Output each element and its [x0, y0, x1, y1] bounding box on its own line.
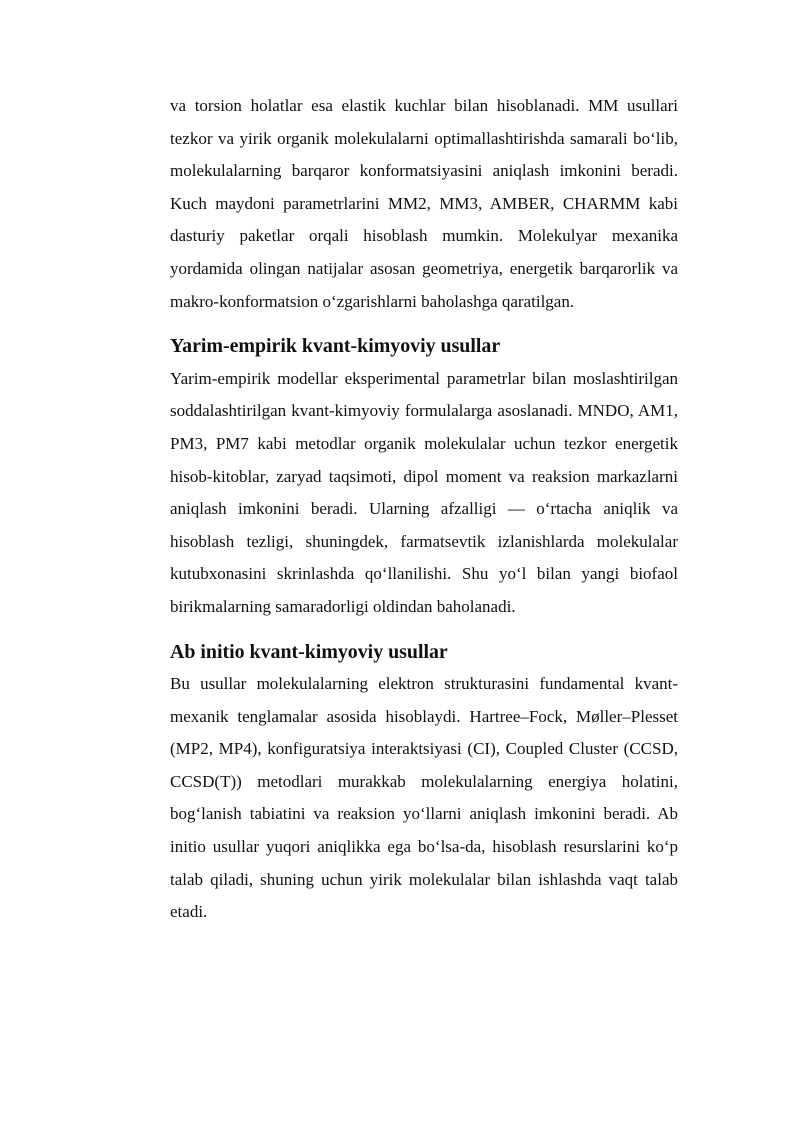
paragraph-mm-methods: va torsion holatlar esa elastik kuchlar bilan hisoblanadi. MM usullari tezkor va yirik organik molekulalarni optimallashtirishda samarali bo‘lib, molekulalarning barqaror konformatsiyasini aniqlash imkonini beradi. Kuch maydoni parametrlarini MM2, MM3, AMBER, CHARMM kabi dasturiy paketlar orqali hisoblash mumkin. Molekulyar mexanika yordamida olingan natijalar asosan geometriya, energetik barqarorlik va makro-konformatsion o‘zgarishlarni baholashga qaratilgan. — [170, 96, 678, 311]
paragraph-ab-initio: Bu usullar molekulalarning elektron strukturasini fundamental kvant-mexanik tenglamalar asosida hisoblaydi. Hartree–Fock, Møller–Plesset (MP2, MP4), konfiguratsiya interaktsiyasi (CI), Coupled Cluster (CCSD, CCSD(T)) metodlari murakkab molekulalarning energiya holatini, bog‘lanish tabiatini va reaksion yo‘llarni aniqlash imkonini beradi. Ab initio usullar yuqori aniqlikka ega bo‘lsa-da, hisoblash resurslarini ko‘p talab qiladi, shuning uchun yirik molekulalar bilan ishlashda vaqt talab etadi. — [170, 674, 678, 922]
heading-semi-empirical: Yarim-empirik kvant-kimyoviy usullar — [170, 335, 501, 358]
heading-ab-initio: Ab initio kvant-kimyoviy usullar — [170, 640, 448, 663]
document-page — [170, 90, 678, 929]
paragraph-semi-empirical: Yarim-empirik modellar eksperimental parametrlar bilan moslashtirilgan soddalashtirilgan kvant-kimyoviy formulalarga asoslanadi. MNDO, AM1, PM3, PM7 kabi metodlar organik molekulalar uchun tezkor energetik hisob-kitoblar, zaryad taqsimoti, dipol moment va reaksion markazlarni aniqlash imkonini beradi. Ularning afzalligi — o‘rtacha aniqlik va hisoblash tezligi, shuningdek, farmatsevtik izlanishlarda molekulalar kutubxonasini skrinlashda qo‘llanilishi. Shu yo‘l bilan yangi biofaol birikmalarning samaradorligi oldindan baholanadi. — [170, 368, 678, 616]
